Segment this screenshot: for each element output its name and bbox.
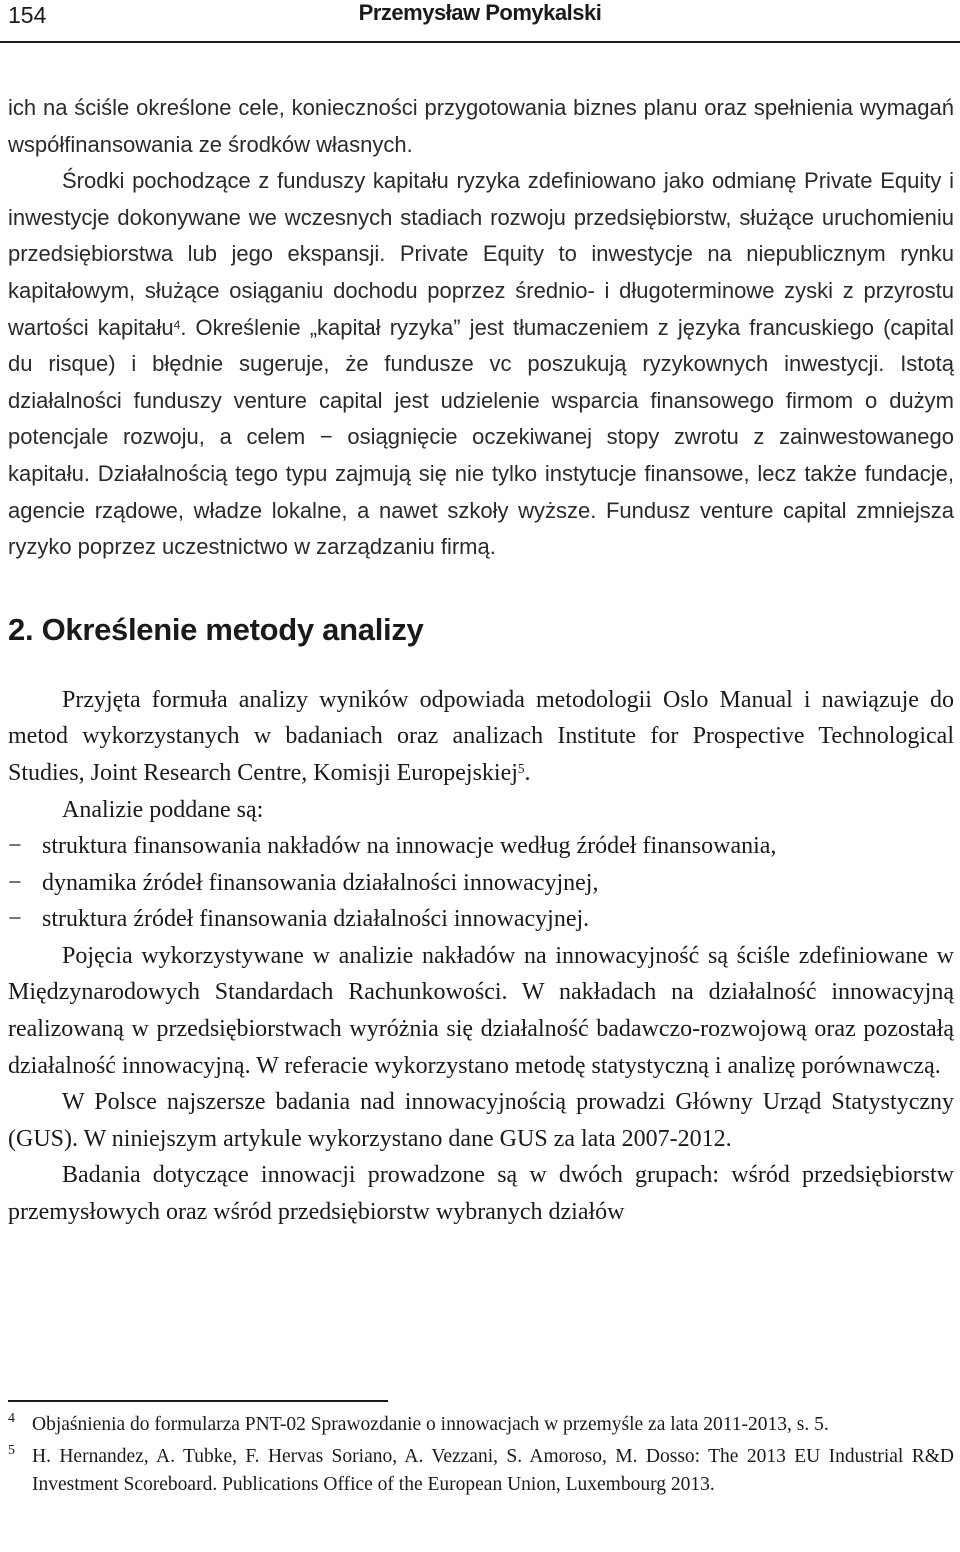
footnote-mark: 4 bbox=[8, 1411, 15, 1426]
paragraph-text: . Określenie „kapitał ryzyka” jest tłumaczeniem z języka francuskiego (capital du risque) i błędnie sugeruje, że fundusze vc poszukują ryzykownych inwestycji. Istotą działalności funduszy venture capital jest udzielenie wsparcia finansowego firmom o dużym potencjale rozwoju, a celem − osiągnięcie oczekiwanej stopy zwrotu z zainwestowanego kapitału. Działalnością tego typu zajmują się nie tylko instytucje finansowe, lecz także fundacje, agencie rządowe, władze lokalne, a nawet szkoły wyższe. Fundusz venture capital zmniejsza ryzyko poprzez uczestnictwo w zarządzaniu firmą. bbox=[8, 314, 954, 560]
list-item-text: struktura finansowania nakładów na innowacje według źródeł finansowania, bbox=[42, 833, 777, 860]
footnote-5 bbox=[8, 1443, 954, 1499]
paragraph-venture-capital bbox=[8, 163, 954, 566]
dash-bullet: − bbox=[8, 833, 22, 860]
list-item-text: dynamika źródeł finansowania działalności innowacyjnej, bbox=[42, 869, 599, 896]
paragraph-continuation: ich na ściśle określone cele, konieczności przygotowania biznes planu oraz spełnienia wymagań współfinansowania ze środków własnych. bbox=[8, 95, 954, 157]
section-heading: 2. Określenie metody analizy bbox=[8, 611, 424, 647]
page-number: 154 bbox=[8, 2, 47, 28]
running-header bbox=[0, 0, 960, 44]
paragraph-text: . bbox=[524, 759, 531, 786]
paragraph-methodology bbox=[8, 682, 954, 792]
list-item bbox=[8, 828, 954, 865]
paragraph-text: Przyjęta formuła analizy wyników odpowiada metodologii Oslo Manual i nawiązuje do metod wykorzystanych w badaniach oraz analizach Institute for Prospective Technological Studies, Joint Research Centre, Komisji Europejskiej bbox=[8, 686, 954, 786]
body-text bbox=[8, 90, 954, 1231]
paragraph-analysis-intro: Analizie poddane są: bbox=[62, 796, 264, 823]
footnote-text: Objaśnienia do formularza PNT-02 Sprawozdanie o innowacjach w przemyśle za lata 2011-2013, s. 5. bbox=[32, 1414, 829, 1435]
list-item bbox=[8, 901, 954, 938]
analysis-list bbox=[8, 828, 954, 938]
running-author: Przemysław Pomykalski bbox=[358, 0, 602, 25]
list-item bbox=[8, 865, 954, 902]
paragraph-gus: W Polsce najszersze badania nad innowacyjnością prowadzi Główny Urząd Statystyczny (GUS). W niniejszym artykule wykorzystano dane GUS za lata 2007-2012. bbox=[8, 1089, 954, 1152]
dash-bullet: − bbox=[8, 906, 22, 933]
paragraph-text: Środki pochodzące z funduszy kapitału ryzyka zdefiniowano jako odmianę Private Equity i inwestycje dokonywane we wczesnych stadiach rozwoju przedsiębiorstw, służące uruchomieniu przedsiębiorstwa lub jego ekspansji. Private Equity to inwestycje na niepublicznym rynku kapitałowym, służące osiąganiu dochodu poprzez średnio- i długoterminowe zyski z przyrostu wartości kapitału bbox=[8, 168, 954, 340]
footnote-ref-5[interactable]: 5 bbox=[517, 761, 525, 777]
footnote-rule bbox=[8, 1400, 388, 1402]
footnote-4 bbox=[8, 1411, 954, 1439]
footnote-ref-4[interactable]: 4 bbox=[173, 317, 181, 332]
header-rule bbox=[0, 41, 960, 43]
footnotes bbox=[8, 1411, 954, 1503]
paragraph-research-groups: Badania dotyczące innowacji prowadzone są w dwóch grupach: wśród przedsiębiorstw przemysłowych oraz wśród przedsiębiorstw wybranych działów bbox=[8, 1162, 954, 1226]
paragraph-concepts: Pojęcia wykorzystywane w analizie nakładów na innowacyjność są ściśle zdefiniowane w Międzynarodowych Standardach Rachunkowości. W nakładach na działalność innowacyjną realizowaną w przedsiębiorstwach wyróżnia się działalność badawczo-rozwojową oraz pozostałą działalność innowacyjną. W referacie wykorzystano metodę statystyczną i analizę porównawczą. bbox=[8, 942, 954, 1079]
footnote-text: H. Hernandez, A. Tubke, F. Hervas Soriano, A. Vezzani, S. Amoroso, M. Dosso: The 2013 EU Industrial R&D Investment Scoreboard. Publications Office of the European Union, Luxembourg 2013. bbox=[32, 1446, 954, 1495]
dash-bullet: − bbox=[8, 869, 22, 896]
list-item-text: struktura źródeł finansowania działalności innowacyjnej. bbox=[42, 906, 590, 933]
footnote-mark: 5 bbox=[8, 1443, 15, 1458]
